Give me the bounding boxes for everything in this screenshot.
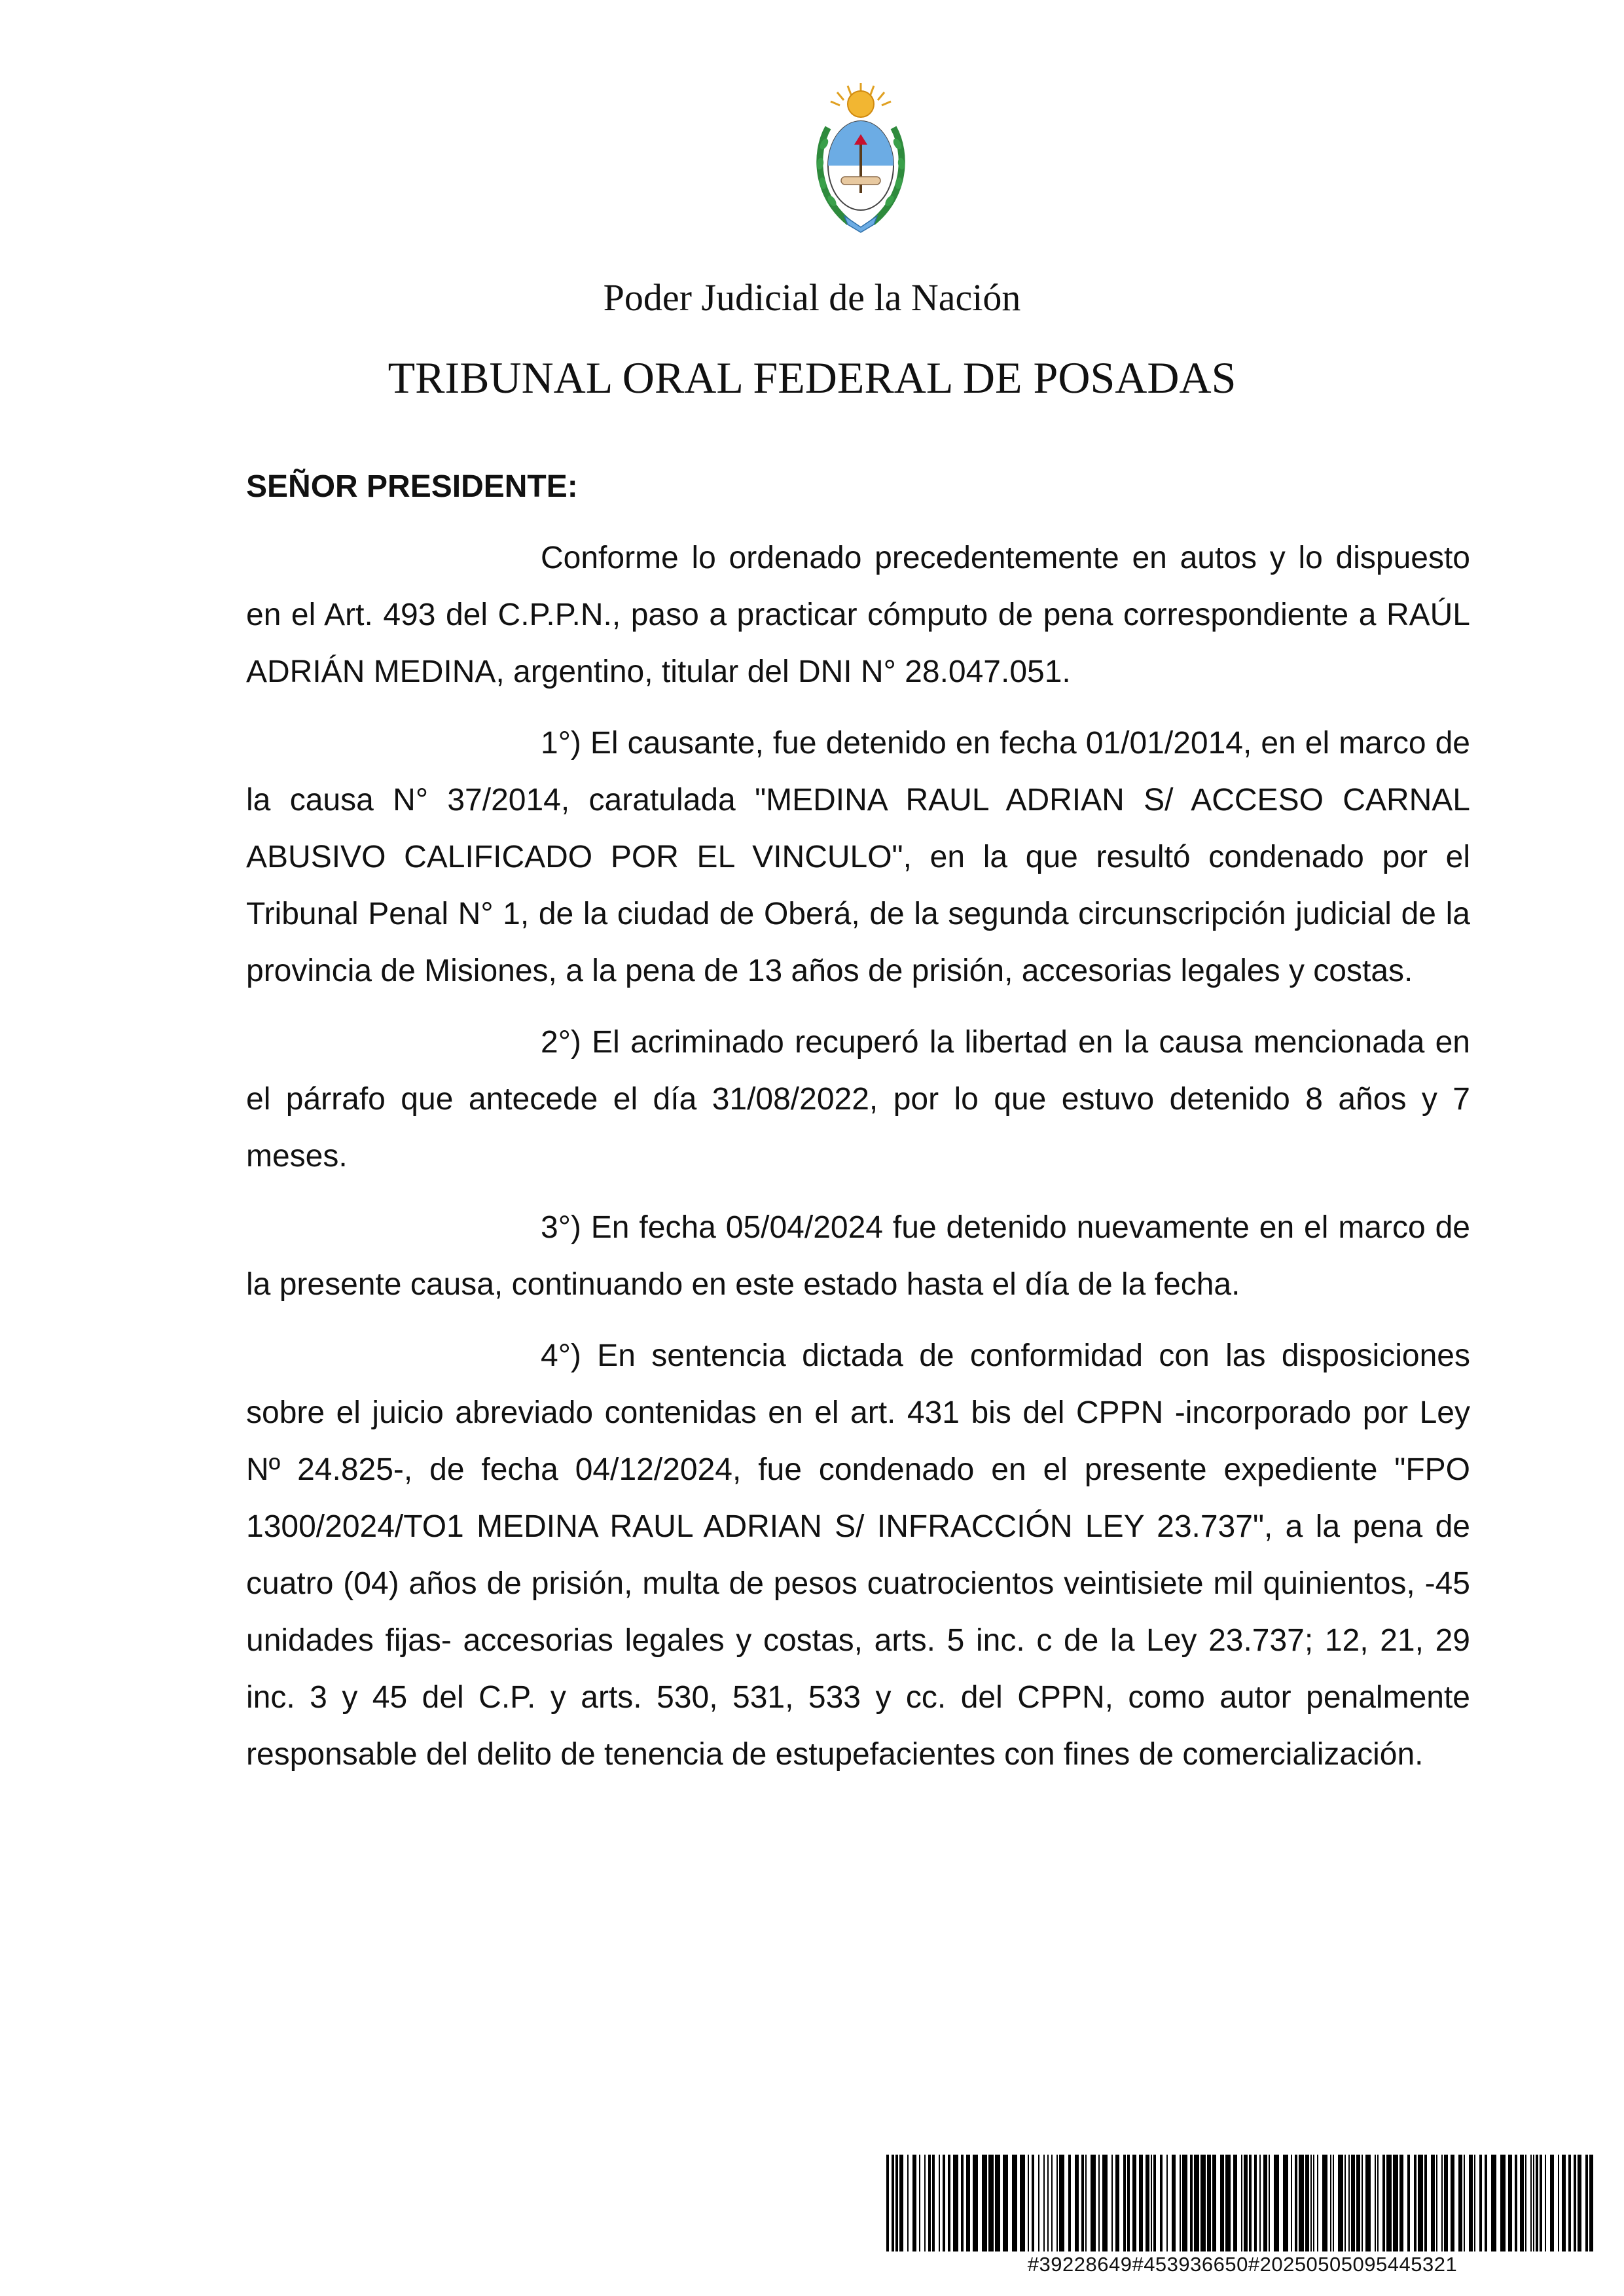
paragraph-4: 4°) En sentencia dictada de conformidad con las disposiciones sobre el juicio abreviado contenidas en el art. 431 bis del CPPN -incorporado por Ley Nº 24.825-, de fecha 04/12/2024, fue condenado en el presente expediente "FPO 1300/2024/TO1 MEDINA RAUL ADRIAN S/ INFRACCIÓN LEY 23.737", a la pena de cuatro (04) años de prisión, multa de pesos cuatrocientos veintisiete mil quinientos, -45 unidades fijas- accesorias legales y costas, arts. 5 inc. c de la Ley 23.737; 12, 21, 29 inc. 3 y 45 del C.P. y arts. 530, 531, 533 y cc. del CPPN, como autor penalmente responsable del delito de tenencia de estupefacientes con fines de comercialización.	[246, 1338, 1470, 1772]
salutation: SEÑOR PRESIDENTE:	[246, 469, 578, 504]
paragraph-2: 2°) El acriminado recuperó la libertad en la causa mencionada en el párrafo que antecede el día 31/08/2022, por lo que estuvo detenido 8 años y 7 meses.	[246, 1025, 1470, 1174]
court-name-heading: Poder Judicial de la Nación	[603, 276, 1021, 319]
paragraph-1: 1°) El causante, fue detenido en fecha 01/01/2014, en el marco de la causa N° 37/2014, caratulada "MEDINA RAUL ADRIAN S/ ACCESO CARNAL ABUSIVO CALIFICADO POR EL VINCULO", en la que resultó condenado por el Tribunal Penal N° 1, de la ciudad de Oberá, de la segunda circunscripción judicial de la provincia de Misiones, a la pena de 13 años de prisión, accesorias legales y costas.	[246, 726, 1470, 988]
paragraph-intro: Conforme lo ordenado precedentemente en autos y lo dispuesto en el Art. 493 del C.P.P.N., paso a practicar cómputo de pena correspondiente a RAÚL ADRIÁN MEDINA, argentino, titular del DNI N° 28.047.051.	[246, 541, 1470, 689]
document-barcode	[885, 2155, 1600, 2279]
barcode-icon	[885, 2155, 1600, 2251]
paragraph-3: 3°) En fecha 05/04/2024 fue detenido nuevamente en el marco de la presente causa, continuando en este estado hasta el día de la fecha.	[246, 1210, 1470, 1302]
tribunal-name-heading: TRIBUNAL ORAL FEDERAL DE POSADAS	[388, 353, 1236, 403]
barcode-number: #39228649#453936650#20250505095445321	[1027, 2253, 1458, 2276]
document-body	[246, 458, 1470, 1797]
coat-of-arms-emblem	[808, 82, 913, 236]
